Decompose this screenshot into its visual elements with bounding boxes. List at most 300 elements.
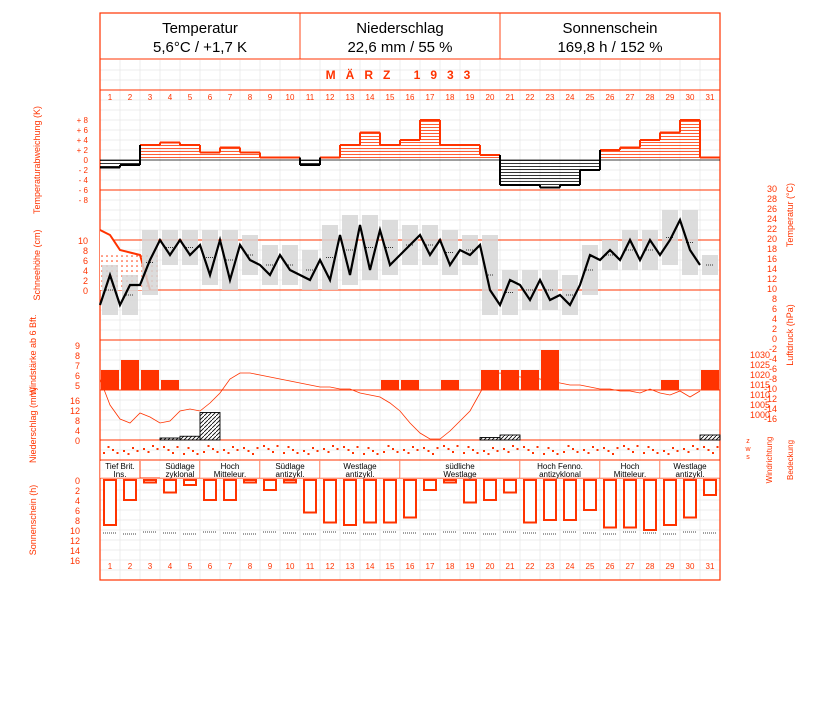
sun-tick: 0: [74, 476, 80, 486]
wind-dir-dot: [317, 450, 319, 452]
wind-dir-dot: [557, 453, 559, 455]
wind-dir-dot: [348, 449, 350, 451]
pressure-tick: 1010: [749, 390, 770, 400]
sun-bar: [504, 480, 516, 493]
wind-dir-dot: [312, 447, 314, 449]
wind-dir-dot: [508, 451, 510, 453]
wind-bar: [541, 350, 559, 390]
sun-bar: [644, 480, 656, 530]
sun-bar: [144, 480, 156, 483]
regime-label: Südlage: [165, 462, 195, 471]
day-label-top: 14: [365, 93, 375, 102]
snow-dot: [106, 255, 108, 257]
temperature-tick: 30: [766, 184, 777, 194]
temperature-tick: -8: [768, 374, 777, 384]
temp-dev-bar: [400, 140, 420, 160]
sun-bar: [624, 480, 636, 528]
temp-dev-bar: [140, 145, 160, 160]
temperature-tick: -4: [768, 354, 777, 364]
wind-dir-dot: [463, 452, 465, 454]
sun-axis-title: Sonnenschein (h): [28, 484, 38, 556]
day-label-top: 31: [705, 93, 715, 102]
day-label-top: 21: [505, 93, 515, 102]
precip-bar: [480, 438, 500, 441]
day-label-top: 1: [107, 93, 113, 102]
wind-bar: [661, 380, 679, 390]
temp-dev-bar: [240, 153, 260, 161]
temp-dev-bar: [600, 150, 620, 160]
wind-dir-dot: [228, 452, 230, 454]
regime-label: antizykl.: [275, 470, 305, 479]
wind-dir-dot: [232, 446, 234, 448]
temperature-tick: -16: [763, 414, 777, 424]
wind-dir-dot: [637, 445, 639, 447]
wind-dir-dot: [268, 448, 270, 450]
wind-dir-tick: s: [746, 454, 750, 461]
snow-tick: 8: [82, 246, 88, 256]
wind-dir-dot: [612, 453, 614, 455]
temperature-tick: -2: [768, 344, 777, 354]
wind-dir-dot: [663, 450, 665, 452]
sun-tick: 6: [74, 506, 80, 516]
snow-tick: 10: [77, 236, 88, 246]
temperature-tick: 8: [771, 294, 777, 304]
temperature-tick: -6: [768, 364, 777, 374]
day-label-bottom: 8: [247, 562, 253, 571]
sun-bar: [684, 480, 696, 518]
day-label-bottom: 27: [625, 562, 635, 571]
wind-dir-dot: [217, 451, 219, 453]
wind-dir-dot: [203, 451, 205, 453]
wind-dir-dot: [128, 453, 130, 455]
wind-dir-dot: [428, 450, 430, 452]
snow-dot: [126, 265, 128, 267]
sun-bar: [224, 480, 236, 500]
wind-dir-dot: [172, 452, 174, 454]
day-label-bottom: 5: [187, 562, 193, 571]
wind-dir-dot: [363, 453, 365, 455]
wind-dir-dot: [403, 449, 405, 451]
wind-bar: [521, 370, 539, 390]
snow-dot: [126, 255, 128, 257]
wind-tick: 9: [74, 341, 80, 351]
wind-dir-dot: [468, 446, 470, 448]
regime-label: Westlage: [443, 470, 477, 479]
temperature-tick: 24: [766, 214, 777, 224]
wind-dir-dot: [357, 446, 359, 448]
precip-tick: 8: [74, 416, 80, 426]
regime-label: Hoch Fenno.: [537, 462, 583, 471]
sun-bar: [704, 480, 716, 495]
regime-label: Tief Brit.: [105, 462, 135, 471]
wind-dir-dot: [512, 445, 514, 447]
snow-dot: [106, 260, 108, 262]
temp-dev-axis-title: Temperaturabweichung (K): [32, 105, 42, 215]
wind-dir-dot: [643, 452, 645, 454]
regime-label: antizyklonal: [539, 470, 581, 479]
day-label-top: 13: [345, 93, 355, 102]
wind-dir-dot: [408, 452, 410, 454]
day-label-bottom: 26: [605, 562, 615, 571]
wind-dir-dot: [183, 453, 185, 455]
pressure-tick: 1020: [749, 370, 770, 380]
wind-bar: [161, 380, 179, 390]
wind-dir-dot: [137, 450, 139, 452]
wind-dir-dot: [248, 450, 250, 452]
temperature-tick: 12: [766, 274, 777, 284]
wind-dir-dot: [117, 452, 119, 454]
regime-label: zyklonal: [165, 470, 195, 479]
temp-dev-bar: [500, 160, 520, 185]
sun-bar: [444, 480, 456, 483]
wind-dir-dot: [328, 451, 330, 453]
temperature-tick: -14: [763, 404, 777, 414]
wind-dir-dot: [288, 446, 290, 448]
sun-bar: [404, 480, 416, 518]
wind-dir-dot: [132, 447, 134, 449]
temperature-tick: 18: [766, 244, 777, 254]
wind-dir-dot: [677, 450, 679, 452]
wind-dir-dot: [483, 450, 485, 452]
day-label-bottom: 17: [425, 562, 435, 571]
snow-dot: [136, 265, 138, 267]
wind-dir-dot: [517, 448, 519, 450]
temp-dev-tick: - 8: [78, 196, 88, 205]
day-label-top: 8: [247, 93, 253, 102]
wind-dir-dot: [432, 453, 434, 455]
day-label-bottom: 3: [147, 562, 153, 571]
wind-dir-dot: [157, 448, 159, 450]
wind-dir-dot: [583, 449, 585, 451]
sun-bar: [304, 480, 316, 513]
regime-label: Westlage: [343, 462, 377, 471]
wind-dir-dot: [617, 447, 619, 449]
precip-tick: 0: [74, 436, 80, 446]
header-temperature-value: 5,6°C / +1,7 K: [153, 39, 247, 56]
wind-dir-dot: [423, 447, 425, 449]
temp-dev-bar: [180, 145, 200, 160]
day-label-bottom: 4: [167, 562, 173, 571]
snow-dot: [136, 270, 138, 272]
wind-dir-dot: [688, 451, 690, 453]
wind-dir-dot: [588, 452, 590, 454]
day-label-top: 24: [565, 93, 575, 102]
wind-dir-dot: [368, 447, 370, 449]
wind-dir-dot: [592, 446, 594, 448]
day-label-bottom: 29: [665, 562, 675, 571]
day-label-bottom: 7: [227, 562, 233, 571]
temp-dev-bar: [440, 145, 460, 160]
wind-dir-dot: [537, 446, 539, 448]
temperature-tick: 10: [766, 284, 777, 294]
day-label-top: 27: [625, 93, 635, 102]
wind-dir-dot: [308, 453, 310, 455]
pressure-tick: 1030: [749, 350, 770, 360]
sun-bar: [364, 480, 376, 523]
day-label-bottom: 21: [505, 562, 515, 571]
wind-dir-dot: [543, 453, 545, 455]
day-label-bottom: 2: [127, 562, 133, 571]
wind-dir-dot: [177, 446, 179, 448]
month-title: MÄRZ 1933: [325, 68, 481, 82]
wind-dir-dot: [597, 449, 599, 451]
day-label-bottom: 15: [385, 562, 395, 571]
snow-dot: [131, 265, 133, 267]
temp-dev-bar: [100, 160, 120, 168]
sun-bar: [284, 480, 296, 483]
day-label-bottom: 10: [285, 562, 295, 571]
wind-dir-dot: [437, 447, 439, 449]
wind-tick: 5: [74, 381, 80, 391]
wind-tick: 8: [74, 351, 80, 361]
temperature-tick: -12: [763, 394, 777, 404]
day-label-top: 30: [685, 93, 695, 102]
snow-dot: [131, 270, 133, 272]
day-label-bottom: 28: [645, 562, 655, 571]
wind-dir-dot: [692, 445, 694, 447]
temp-dev-bar: [560, 160, 580, 185]
temp-dev-tick: + 6: [76, 126, 88, 135]
snow-dot: [136, 255, 138, 257]
wind-dir-dot: [712, 452, 714, 454]
wind-dir-dot: [188, 447, 190, 449]
snow-dot: [116, 260, 118, 262]
snow-dot: [121, 270, 123, 272]
snow-dot: [101, 260, 103, 262]
header-precipitation-label: Niederschlag: [356, 20, 444, 37]
wind-dir-dot: [343, 446, 345, 448]
wind-dir-dot: [323, 448, 325, 450]
wind-dir-dot: [148, 451, 150, 453]
snow-dot: [126, 270, 128, 272]
wind-bar: [141, 370, 159, 390]
sun-bar: [524, 480, 536, 523]
pressure-tick: 1005: [749, 400, 770, 410]
temp-dev-bar: [540, 160, 560, 188]
day-label-top: 25: [585, 93, 595, 102]
snow-dot: [121, 255, 123, 257]
precip-tick: 16: [69, 396, 80, 406]
sun-bar: [104, 480, 116, 525]
day-label-bottom: 24: [565, 562, 575, 571]
temperature-tick: 28: [766, 194, 777, 204]
temp-dev-bar: [660, 133, 680, 161]
day-label-bottom: 16: [405, 562, 415, 571]
sun-tick: 10: [69, 526, 80, 536]
wind-dir-dot: [452, 451, 454, 453]
day-label-top: 23: [545, 93, 555, 102]
day-label-bottom: 14: [365, 562, 375, 571]
temp-dev-tick: 0: [83, 156, 88, 165]
sun-bar: [264, 480, 276, 490]
wind-dir-dot: [143, 448, 145, 450]
wind-dir-dot: [337, 448, 339, 450]
wind-dir-dot: [492, 447, 494, 449]
wind-dir-dot: [528, 449, 530, 451]
header-sunshine-label: Sonnenschein: [562, 20, 658, 37]
temp-dev-bar: [380, 145, 400, 160]
wind-dir-dot: [608, 450, 610, 452]
wind-bar: [401, 380, 419, 390]
wind-dir-dot: [563, 451, 565, 453]
wind-dir-dot: [532, 452, 534, 454]
wind-dir-dot: [672, 447, 674, 449]
regime-label: Hoch: [220, 462, 240, 471]
header-precipitation-value: 22,6 mm / 55 %: [347, 39, 453, 56]
wind-dir-dot: [212, 448, 214, 450]
wind-dir-tick: z: [746, 438, 750, 445]
snow-dot: [116, 255, 118, 257]
sun-bar: [184, 480, 196, 485]
temp-dev-bar: [460, 145, 480, 160]
wind-dir-dot: [412, 446, 414, 448]
wind-dir-dot: [257, 447, 259, 449]
wind-dir-dot: [708, 449, 710, 451]
temp-dev-bar: [680, 120, 700, 160]
sun-bar: [244, 480, 256, 483]
precip-bar: [500, 435, 520, 440]
pressure-tick: 1015: [749, 380, 770, 390]
wind-dir-tick: w: [745, 446, 751, 453]
wind-dir-dot: [272, 451, 274, 453]
temp-dev-tick: - 4: [78, 176, 88, 185]
day-label-bottom: 12: [325, 562, 335, 571]
regime-label: Hoch: [620, 462, 640, 471]
day-label-bottom: 11: [305, 562, 315, 571]
cloud-axis-title: Bedeckung: [786, 439, 795, 481]
temp-dev-bar: [580, 160, 600, 170]
wind-dir-dot: [488, 453, 490, 455]
sun-bar: [424, 480, 436, 490]
snow-dot: [131, 260, 133, 262]
sun-tick: 14: [69, 546, 80, 556]
regime-label: Mitteleur.: [613, 470, 647, 479]
day-label-top: 28: [645, 93, 655, 102]
wind-dir-dot: [283, 452, 285, 454]
regime-label: Südlage: [275, 462, 305, 471]
wind-dir-dot: [603, 447, 605, 449]
sun-bar: [124, 480, 136, 500]
wind-dir-dot: [223, 449, 225, 451]
sun-bar: [544, 480, 556, 520]
temp-dev-bar: [360, 133, 380, 161]
wind-dir-dot: [717, 446, 719, 448]
day-label-top: 4: [167, 93, 173, 102]
temperature-tick: 26: [766, 204, 777, 214]
wind-dir-dot: [243, 447, 245, 449]
wind-dir-dot: [332, 445, 334, 447]
sun-bar: [584, 480, 596, 510]
sun-tick: 4: [74, 496, 80, 506]
wind-dir-dot: [548, 447, 550, 449]
pressure-tick: 1025: [749, 360, 770, 370]
day-label-top: 6: [207, 93, 213, 102]
wind-bar: [701, 370, 719, 390]
snow-dot: [136, 260, 138, 262]
wind-dir-dot: [352, 452, 354, 454]
wind-dir-dot: [377, 453, 379, 455]
snow-dot: [111, 260, 113, 262]
precip-tick: 12: [69, 406, 80, 416]
wind-dir-dot: [457, 445, 459, 447]
wind-bar: [441, 380, 459, 390]
regime-label: Ins.: [113, 470, 127, 479]
snow-dot: [126, 260, 128, 262]
wind-dir-dot: [372, 450, 374, 452]
temp-dev-bar: [640, 140, 660, 160]
wind-bar: [481, 370, 499, 390]
wind-dir-dot: [152, 445, 154, 447]
wind-dir-dot: [668, 453, 670, 455]
day-label-bottom: 23: [545, 562, 555, 571]
day-label-top: 2: [127, 93, 133, 102]
temperature-axis-title: Temperatur (°C): [785, 182, 795, 248]
sun-bar: [484, 480, 496, 500]
day-label-bottom: 13: [345, 562, 355, 571]
wind-dir-dot: [503, 448, 505, 450]
day-label-top: 3: [147, 93, 153, 102]
wind-dir-dot: [623, 445, 625, 447]
day-label-bottom: 1: [107, 562, 113, 571]
temp-dev-bar: [340, 145, 360, 160]
sun-bar: [604, 480, 616, 528]
sun-bar: [564, 480, 576, 520]
day-label-top: 29: [665, 93, 675, 102]
wind-dir-dot: [292, 449, 294, 451]
wind-dir-dot: [632, 451, 634, 453]
snow-dot: [121, 260, 123, 262]
wind-dir-dot: [628, 448, 630, 450]
wind-bar: [101, 370, 119, 390]
day-label-top: 5: [187, 93, 193, 102]
day-label-bottom: 6: [207, 562, 213, 571]
wind-dir-dot: [497, 450, 499, 452]
sun-bar: [384, 480, 396, 523]
day-label-top: 16: [405, 93, 415, 102]
snow-tick: 2: [82, 276, 88, 286]
wind-dir-dot: [552, 450, 554, 452]
wind-dir-dot: [192, 450, 194, 452]
sun-tick: 12: [69, 536, 80, 546]
temperature-tick: -10: [763, 384, 777, 394]
temp-dev-tick: - 2: [78, 166, 88, 175]
day-label-top: 19: [465, 93, 475, 102]
wind-tick: 7: [74, 361, 80, 371]
day-label-top: 9: [267, 93, 273, 102]
sun-bar: [664, 480, 676, 525]
wind-dir-dot: [477, 452, 479, 454]
regime-label: Westlage: [673, 462, 707, 471]
day-label-bottom: 25: [585, 562, 595, 571]
snow-tick: 6: [82, 256, 88, 266]
day-label-top: 11: [305, 93, 315, 102]
snow-dot: [101, 255, 103, 257]
regime-label: südliche: [445, 462, 475, 471]
wind-dir-dot: [197, 453, 199, 455]
wind-dir-dot: [568, 445, 570, 447]
wind-dir-dot: [103, 452, 105, 454]
wind-bar: [121, 360, 139, 390]
temperature-tick: 16: [766, 254, 777, 264]
wind-dir-dot: [472, 449, 474, 451]
wind-dir-dot: [448, 448, 450, 450]
wind-bar: [381, 380, 399, 390]
precip-bar: [180, 436, 200, 440]
sun-tick: 16: [69, 556, 80, 566]
sun-bar: [464, 480, 476, 503]
temp-dev-bar: [620, 148, 640, 161]
header-temperature-label: Temperatur: [162, 20, 238, 37]
